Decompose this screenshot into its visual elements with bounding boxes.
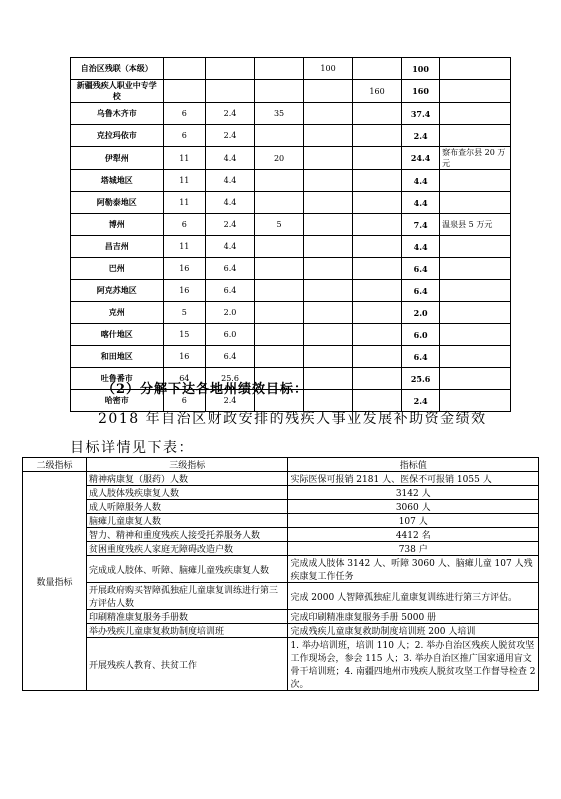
allocation-row xyxy=(71,302,511,324)
allocation-row xyxy=(71,125,511,147)
col3-value xyxy=(255,302,304,324)
col2-value: 4.4 xyxy=(206,192,255,214)
col5-value xyxy=(353,147,402,170)
col1-value: 6 xyxy=(163,390,205,412)
region-name: 克州 xyxy=(71,302,164,324)
col3-value xyxy=(255,125,304,147)
region-name: 克拉玛依市 xyxy=(71,125,164,147)
value-cell: 完成 2000 人智障孤独症儿童康复训练进行第三方评估。 xyxy=(288,583,539,610)
note-value xyxy=(440,236,511,258)
col5-value xyxy=(353,236,402,258)
value-cell: 完成印刷精准康复服务手册 5000 册 xyxy=(288,610,539,624)
note-value xyxy=(440,80,511,103)
goals-row xyxy=(23,500,539,514)
region-name: 塔城地区 xyxy=(71,170,164,192)
col5-value xyxy=(353,346,402,368)
note-value xyxy=(440,280,511,302)
col5-value xyxy=(353,192,402,214)
col1-value: 16 xyxy=(163,346,205,368)
goals-table xyxy=(22,457,539,691)
col2-value: 4.4 xyxy=(206,236,255,258)
allocation-row xyxy=(71,192,511,214)
total-value: 2.4 xyxy=(402,125,440,147)
value-cell: 实际医保可报销 2181 人、医保不可报销 1055 人 xyxy=(288,472,539,486)
region-name: 哈密市 xyxy=(71,390,164,412)
allocation-row xyxy=(71,80,511,103)
value-cell: 3060 人 xyxy=(288,500,539,514)
allocation-row xyxy=(71,324,511,346)
col4-value xyxy=(304,214,353,236)
col1-value: 64 xyxy=(163,368,205,390)
total-value: 24.4 xyxy=(402,147,440,170)
note-value: 温泉县 5 万元 xyxy=(440,214,511,236)
col3-value xyxy=(255,236,304,258)
allocation-table xyxy=(70,57,511,412)
col2-value xyxy=(206,58,255,80)
col5-value xyxy=(353,324,402,346)
col4-value xyxy=(304,192,353,214)
col1-value: 5 xyxy=(163,302,205,324)
col4-value xyxy=(304,280,353,302)
intro-line-1: 2018 年自治区财政安排的残疾人事业发展补助资金绩效 xyxy=(98,411,487,427)
allocation-row xyxy=(71,280,511,302)
indicator-cell: 举办残疾儿童康复救助制度培训班 xyxy=(87,624,288,638)
goals-row xyxy=(23,486,539,500)
total-value: 160 xyxy=(402,80,440,103)
allocation-row xyxy=(71,147,511,170)
col4-value xyxy=(304,368,353,390)
col3-value xyxy=(255,170,304,192)
col4-value xyxy=(304,236,353,258)
region-name: 博州 xyxy=(71,214,164,236)
col4-value xyxy=(304,346,353,368)
indicator-cell: 开展政府购买智障孤独症儿童康复训练进行第三方评估人数 xyxy=(87,583,288,610)
region-name: 自治区残联（本级） xyxy=(71,58,164,80)
col5-value xyxy=(353,280,402,302)
value-cell: 4412 名 xyxy=(288,528,539,542)
goals-row xyxy=(23,542,539,556)
col2-value: 25.6 xyxy=(206,368,255,390)
note-value xyxy=(440,58,511,80)
col1-value: 11 xyxy=(163,192,205,214)
goals-row xyxy=(23,472,539,486)
note-value xyxy=(440,103,511,125)
col4-value xyxy=(304,125,353,147)
region-name: 新疆残疾人职业中专学校 xyxy=(71,80,164,103)
col1-value xyxy=(163,80,205,103)
indicator-cell: 智力、精神和重度残疾人接受托养服务人数 xyxy=(87,528,288,542)
total-value: 2.4 xyxy=(402,390,440,412)
col3-value: 5 xyxy=(255,214,304,236)
col2-value: 6.0 xyxy=(206,324,255,346)
goals-row xyxy=(23,638,539,691)
col3-value xyxy=(255,324,304,346)
total-value: 2.0 xyxy=(402,302,440,324)
allocation-row xyxy=(71,170,511,192)
header-level3: 三级指标 xyxy=(87,458,288,472)
note-value xyxy=(440,324,511,346)
allocation-row xyxy=(71,236,511,258)
col3-value: 20 xyxy=(255,147,304,170)
region-name: 昌吉州 xyxy=(71,236,164,258)
value-cell: 1. 举办培训班，培训 110 人；2. 举办自治区残疾人脱贫攻坚工作现场会，参会 115 人；3. 举办自治区推广国家通用盲文骨干培训班；4. 南疆四地州市残疾人脱贫攻坚工作督导检查 2 次。 xyxy=(288,638,539,691)
col4-value xyxy=(304,324,353,346)
col4-value xyxy=(304,302,353,324)
indicator-cell: 成人肢体残疾康复人数 xyxy=(87,486,288,500)
col1-value: 16 xyxy=(163,280,205,302)
col1-value: 6 xyxy=(163,103,205,125)
region-name: 和田地区 xyxy=(71,346,164,368)
allocation-row xyxy=(71,258,511,280)
total-value: 6.4 xyxy=(402,258,440,280)
section-heading: （2）分解下达各地州绩效目标： xyxy=(102,382,309,397)
allocation-row xyxy=(71,346,511,368)
goals-row xyxy=(23,610,539,624)
note-value: 察布查尔县 20 万元 xyxy=(440,147,511,170)
region-name: 阿勒泰地区 xyxy=(71,192,164,214)
col3-value xyxy=(255,58,304,80)
col4-value: 100 xyxy=(304,58,353,80)
total-value: 100 xyxy=(402,58,440,80)
region-name: 阿克苏地区 xyxy=(71,280,164,302)
col1-value: 11 xyxy=(163,147,205,170)
col5-value xyxy=(353,103,402,125)
col1-value: 6 xyxy=(163,214,205,236)
allocation-row xyxy=(71,58,511,80)
col5-value xyxy=(353,214,402,236)
col3-value xyxy=(255,192,304,214)
indicator-cell: 贫困重度残疾人家庭无障碍改造户数 xyxy=(87,542,288,556)
col5-value xyxy=(353,125,402,147)
col1-value: 15 xyxy=(163,324,205,346)
col4-value xyxy=(304,258,353,280)
goals-header-row xyxy=(23,458,539,472)
col3-value xyxy=(255,80,304,103)
col2-value: 2.4 xyxy=(206,125,255,147)
col3-value xyxy=(255,280,304,302)
col2-value: 6.4 xyxy=(206,280,255,302)
total-value: 6.0 xyxy=(402,324,440,346)
total-value: 7.4 xyxy=(402,214,440,236)
indicator-cell: 成人听障服务人数 xyxy=(87,500,288,514)
col2-value: 2.4 xyxy=(206,214,255,236)
goals-table-body xyxy=(23,472,539,691)
value-cell: 完成成人肢体 3142 人、听障 3060 人、脑瘫儿童 107 人残疾康复工作任务 xyxy=(288,556,539,583)
col3-value xyxy=(255,258,304,280)
value-cell: 3142 人 xyxy=(288,486,539,500)
col4-value xyxy=(304,170,353,192)
col1-value: 11 xyxy=(163,170,205,192)
col1-value xyxy=(163,58,205,80)
note-value xyxy=(440,368,511,390)
col2-value xyxy=(206,80,255,103)
col5-value xyxy=(353,258,402,280)
col2-value: 4.4 xyxy=(206,147,255,170)
allocation-row xyxy=(71,214,511,236)
category-cell: 数量指标 xyxy=(23,472,87,691)
allocation-row xyxy=(71,103,511,125)
col2-value: 4.4 xyxy=(206,170,255,192)
total-value: 4.4 xyxy=(402,236,440,258)
indicator-cell: 印刷精准康复服务手册数 xyxy=(87,610,288,624)
col2-value: 6.4 xyxy=(206,258,255,280)
region-name: 吐鲁番市 xyxy=(71,368,164,390)
col5-value xyxy=(353,302,402,324)
col1-value: 6 xyxy=(163,125,205,147)
indicator-cell: 完成成人肢体、听障、脑瘫儿童残疾康复人数 xyxy=(87,556,288,583)
col2-value: 2.4 xyxy=(206,390,255,412)
goals-row xyxy=(23,583,539,610)
value-cell: 107 人 xyxy=(288,514,539,528)
allocation-table-body xyxy=(71,58,511,412)
region-name: 巴州 xyxy=(71,258,164,280)
total-value: 6.4 xyxy=(402,346,440,368)
col5-value xyxy=(353,58,402,80)
note-value xyxy=(440,170,511,192)
col2-value: 6.4 xyxy=(206,346,255,368)
note-value xyxy=(440,346,511,368)
col4-value xyxy=(304,103,353,125)
value-cell: 738 户 xyxy=(288,542,539,556)
note-value xyxy=(440,192,511,214)
col5-value xyxy=(353,368,402,390)
total-value: 4.4 xyxy=(402,192,440,214)
note-value xyxy=(440,258,511,280)
region-name: 喀什地区 xyxy=(71,324,164,346)
total-value: 37.4 xyxy=(402,103,440,125)
indicator-cell: 精神病康复（服药）人数 xyxy=(87,472,288,486)
total-value: 4.4 xyxy=(402,170,440,192)
col3-value: 35 xyxy=(255,103,304,125)
goals-row xyxy=(23,514,539,528)
total-value: 25.6 xyxy=(402,368,440,390)
value-cell: 完成残疾儿童康复救助制度培训班 200 人培训 xyxy=(288,624,539,638)
indicator-cell: 开展残疾人教育、扶贫工作 xyxy=(87,638,288,691)
col5-value: 160 xyxy=(353,80,402,103)
goals-row xyxy=(23,528,539,542)
col2-value: 2.4 xyxy=(206,103,255,125)
note-value xyxy=(440,302,511,324)
intro-line-2: 目标详情见下表： xyxy=(70,440,194,456)
indicator-cell: 脑瘫儿童康复人数 xyxy=(87,514,288,528)
note-value xyxy=(440,125,511,147)
col2-value: 2.0 xyxy=(206,302,255,324)
col5-value xyxy=(353,170,402,192)
header-value: 指标值 xyxy=(288,458,539,472)
col4-value xyxy=(304,147,353,170)
goals-row xyxy=(23,624,539,638)
col1-value: 11 xyxy=(163,236,205,258)
header-level2: 二级指标 xyxy=(23,458,87,472)
goals-row xyxy=(23,556,539,583)
col3-value xyxy=(255,346,304,368)
col4-value xyxy=(304,80,353,103)
region-name: 伊犁州 xyxy=(71,147,164,170)
col1-value: 16 xyxy=(163,258,205,280)
region-name: 乌鲁木齐市 xyxy=(71,103,164,125)
total-value: 6.4 xyxy=(402,280,440,302)
